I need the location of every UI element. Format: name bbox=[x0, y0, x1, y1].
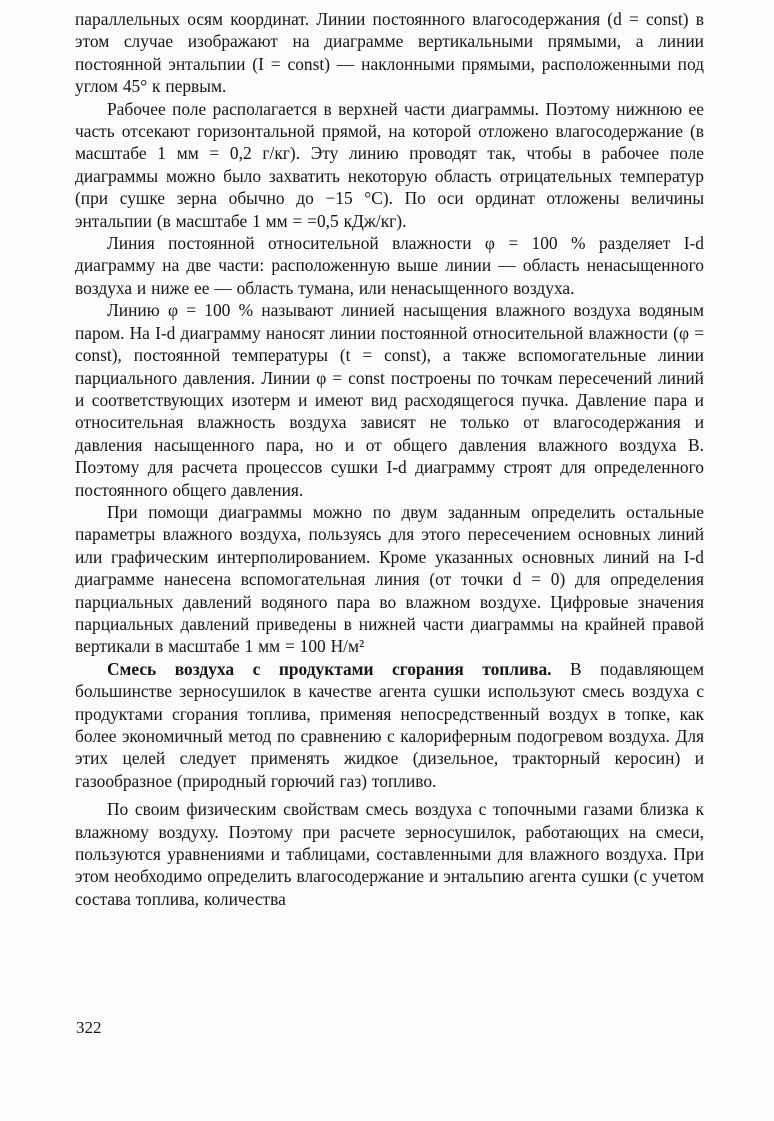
paragraph-3: Линия постоянной относительной влажности φ = 100 % разделяет I-d диаграмму на две части: расположенную выше линии — область ненасыщенного воздуха и ниже ее — область тумана, или ненасыщенного воздуха. bbox=[75, 233, 704, 298]
paragraph-1: параллельных осям координат. Линии постоянного влагосодержания (d = const) в этом случае изображают на диаграмме вертикальными прямыми, а линии постоянной энтальпии (I = const) — наклонными прямыми, расположенными под углом 45° к первым. bbox=[75, 9, 704, 97]
paragraph-6 bbox=[75, 658, 704, 792]
paragraph-6-body: В подавляющем большинстве зерносушилок в качестве агента сушки используют смесь воздуха с продуктами сгорания топлива, применяя непосредственный воздух в топке, как более экономичный метод по сравнению с калориферным подогревом воздуха. Для этих целей следует применять жидкое (дизельное, тракторный керосин) и газообразное (природный горючий газ) топливо. bbox=[75, 658, 704, 791]
page-number: 322 bbox=[76, 1018, 102, 1037]
paragraph-2: Рабочее поле располагается в верхней части диаграммы. Поэтому нижнюю ее часть отсекают горизонтальной прямой, на которой отложено влагосодержание (в масштабе 1 мм = 0,2 г/кг). Эту линию проводят так, чтобы в рабочее поле диаграммы можно было захватить некоторую область отрицательных температур (при сушке зерна обычно до −15 °С). По оси ординат отложены величины энтальпии (в масштабе 1 мм = =0,5 кДж/кг). bbox=[75, 98, 704, 231]
paragraph-4: Линию φ = 100 % называют линией насыщения влажного воздуха водяным паром. На I-d диаграмму наносят линии постоянной относительной влажности (φ = const), постоянной температуры (t = const), а также вспомогательные линии парциального давления. Линии φ = const построены по точкам пересечений линий и соответствующих изотерм и имеют вид расходящегося пучка. Давление пара и относительная влажность воздуха зависят не только от влагосодержания и давления насыщенного пара, но и от общего давления влажного воздуха B. Поэтому для расчета процессов сушки I-d диаграмму строят для определенного постоянного общего давления. bbox=[75, 300, 704, 500]
paragraph-7: По своим физическим свойствам смесь воздуха с топочными газами близка к влажному воздуху. Поэтому при расчете зерносушилок, работающих на смеси, пользуются уравнениями и таблицами, составленными для влажного воздуха. При этом необходимо определить влагосодержание и энтальпию агента сушки (с учетом состава топлива, количества bbox=[75, 799, 704, 909]
section-heading-inline: Смесь воздуха с продуктами сгорания топлива. bbox=[107, 658, 552, 679]
paragraph-5: При помощи диаграммы можно по двум заданным определить остальные параметры влажного воздуха, пользуясь для этого пересечением основных линий или графическим интерполированием. Кроме указанных основных линий на I-d диаграмме нанесена вспомогательная линия (от точки d = 0) для определения парциальных давлений водяного пара во влажном воздухе. Цифровые значения парциальных давлений приведены в нижней части диаграммы на крайней правой вертикали в масштабе 1 мм = 100 Н/м² bbox=[75, 501, 704, 657]
